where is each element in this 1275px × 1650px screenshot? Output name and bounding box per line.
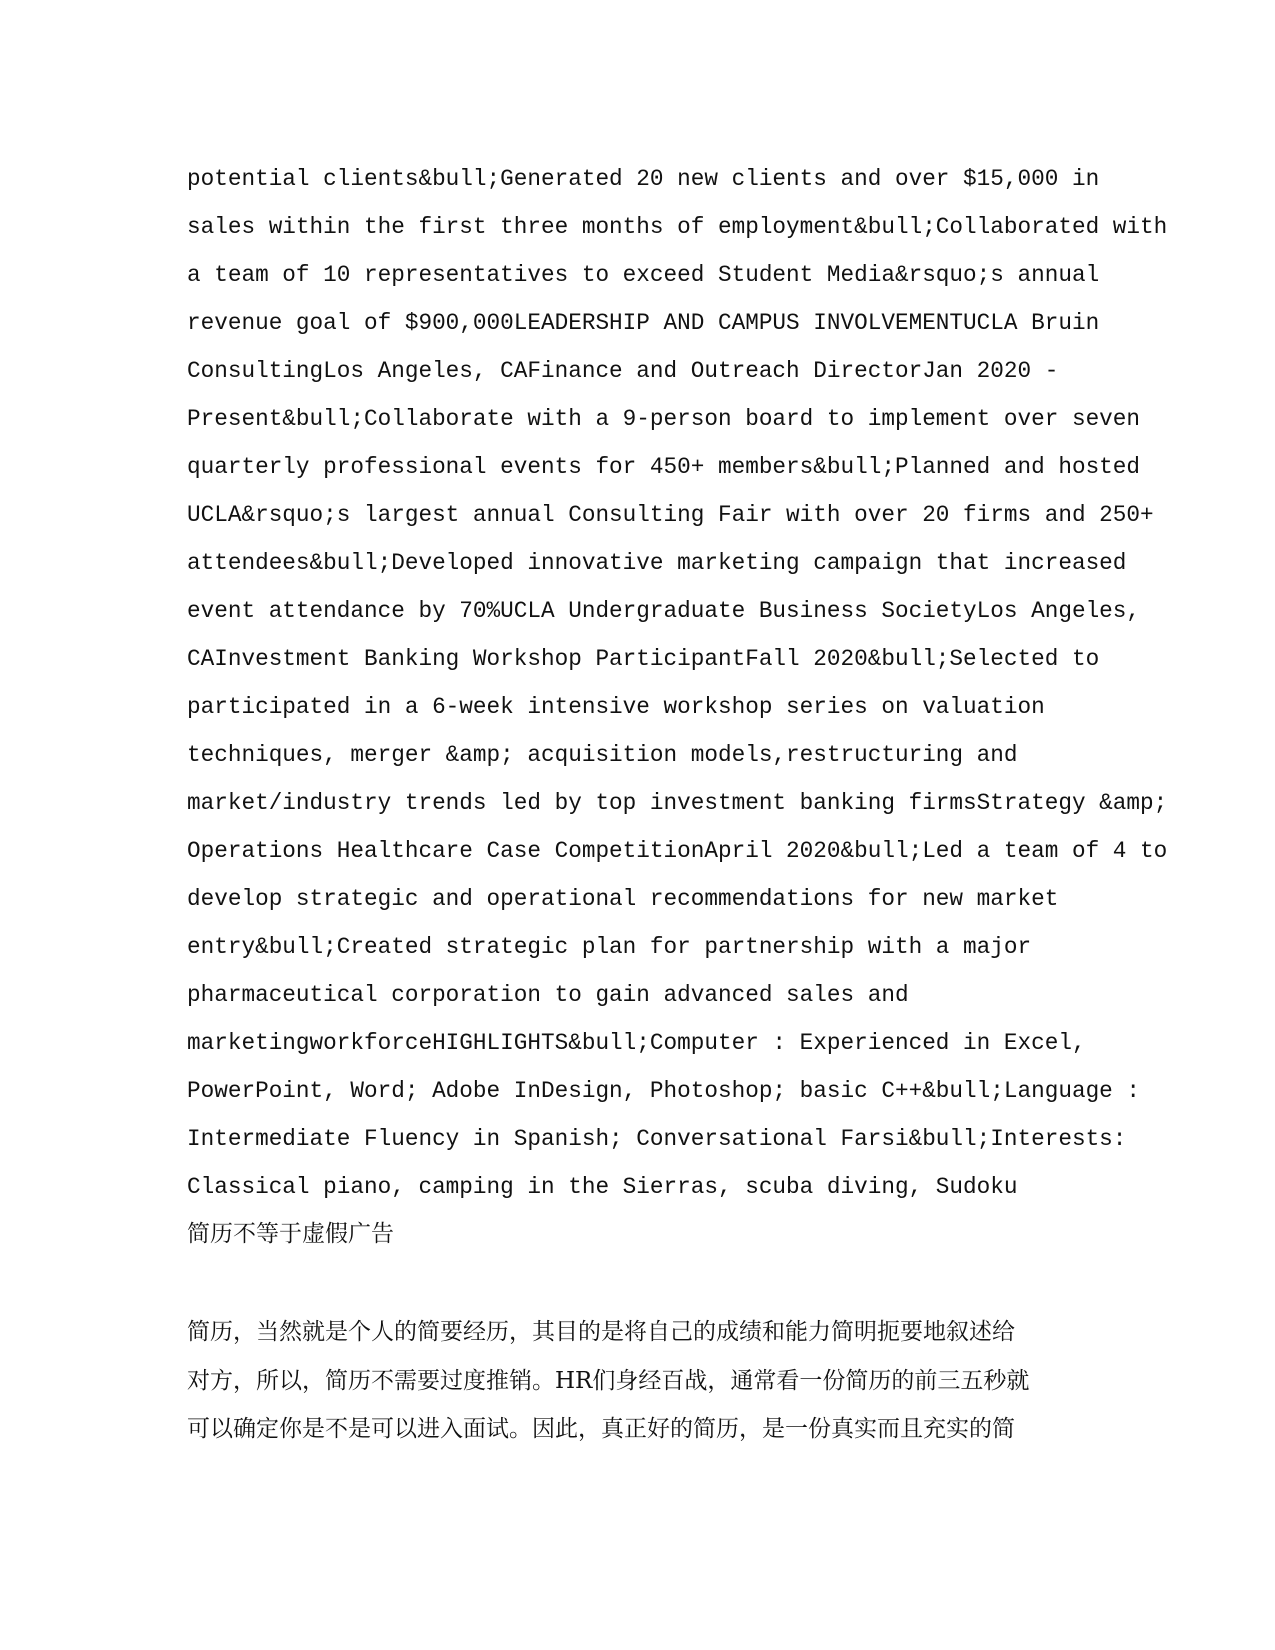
resume-line: event attendance by 70%UCLA Undergraduate Business SocietyLos Angeles, <box>187 598 1141 624</box>
section-heading: 简历不等于虚假广告 <box>187 1221 394 1247</box>
resume-line: potential clients&bull;Generated 20 new clients and over $15,000 in <box>187 166 1100 192</box>
resume-line: UCLA&rsquo;s largest annual Consulting Fair with over 20 firms and 250+ <box>187 502 1154 528</box>
resume-line: techniques, merger &amp; acquisition models,restructuring and <box>187 742 1018 768</box>
resume-line: Present&bull;Collaborate with a 9-person board to implement over seven <box>187 406 1141 432</box>
resume-line: participated in a 6-week intensive workshop series on valuation <box>187 694 1045 720</box>
resume-line: ConsultingLos Angeles, CAFinance and Outreach DirectorJan 2020 - <box>187 358 1059 384</box>
resume-line: develop strategic and operational recommendations for new market <box>187 886 1059 912</box>
resume-line: revenue goal of $900,000LEADERSHIP AND CAMPUS INVOLVEMENTUCLA Bruin <box>187 310 1100 336</box>
paragraph-line: 对方，所以，简历不需要过度推销。HR们身经百战，通常看一份简历的前三五秒就 <box>187 1368 1030 1394</box>
resume-line: quarterly professional events for 450+ members&bull;Planned and hosted <box>187 454 1141 480</box>
paragraph-line: 可以确定你是不是可以进入面试。因此，真正好的简历，是一份真实而且充实的简 <box>187 1416 1015 1442</box>
resume-line: pharmaceutical corporation to gain advanced sales and <box>187 982 909 1008</box>
resume-line: sales within the first three months of employment&bull;Collaborated with <box>187 214 1168 240</box>
resume-line: CAInvestment Banking Workshop ParticipantFall 2020&bull;Selected to <box>187 646 1100 672</box>
resume-line: attendees&bull;Developed innovative marketing campaign that increased <box>187 550 1127 576</box>
paragraph-line: 简历，当然就是个人的简要经历，其目的是将自己的成绩和能力简明扼要地叙述给 <box>187 1319 1015 1345</box>
resume-line: entry&bull;Created strategic plan for partnership with a major <box>187 934 1032 960</box>
resume-line: Classical piano, camping in the Sierras, scuba diving, Sudoku <box>187 1174 1018 1200</box>
resume-line: market/industry trends led by top investment banking firmsStrategy &amp; <box>187 790 1168 816</box>
resume-line: a team of 10 representatives to exceed Student Media&rsquo;s annual <box>187 262 1100 288</box>
resume-line: Operations Healthcare Case CompetitionApril 2020&bull;Led a team of 4 to <box>187 838 1168 864</box>
resume-line: PowerPoint, Word; Adobe InDesign, Photoshop; basic C++&bull;Language : <box>187 1078 1141 1104</box>
resume-line: Intermediate Fluency in Spanish; Conversational Farsi&bull;Interests: <box>187 1126 1127 1152</box>
resume-line: marketingworkforceHIGHLIGHTS&bull;Computer : Experienced in Excel, <box>187 1030 1086 1056</box>
